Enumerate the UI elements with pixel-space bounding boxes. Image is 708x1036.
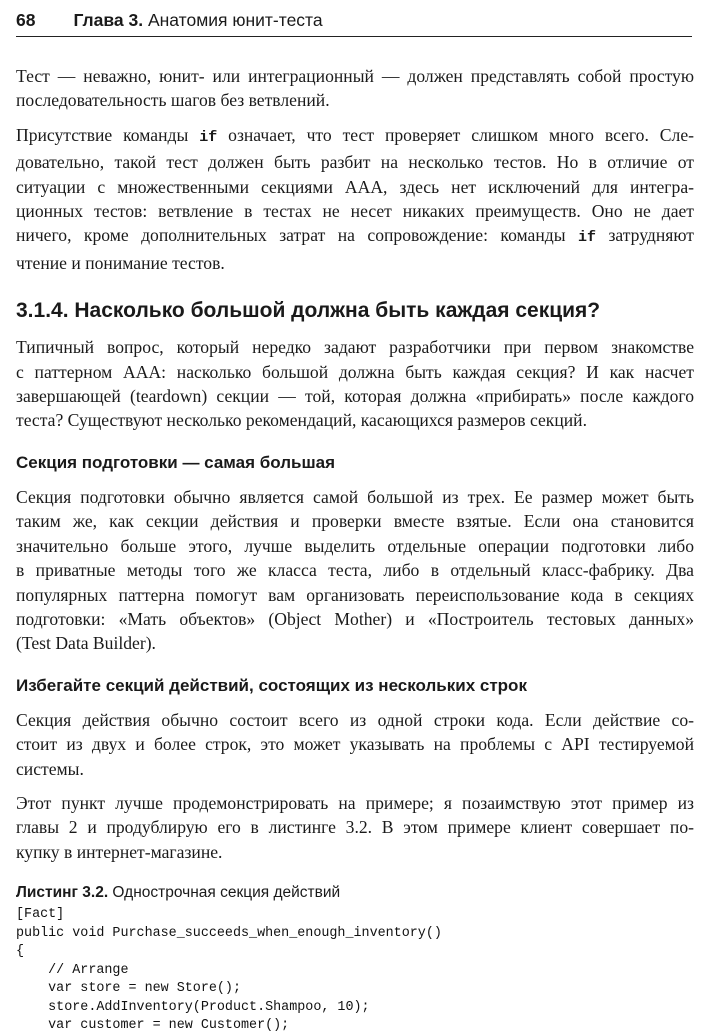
paragraph-section-intro — [16, 335, 694, 433]
paragraph-arrange — [16, 485, 694, 656]
subsection-heading-arrange: Секция подготовки — самая большая — [16, 452, 335, 472]
text-line: теста? Существуют несколько рекомендаций, касающихся размеров секций. — [16, 410, 587, 431]
text-line: в приватные методы того же класса теста, либо в отдельный класс-фабрику. Два — [16, 560, 694, 581]
listing-title: Однострочная секция действий — [108, 884, 341, 902]
text-line: Секция подготовки обычно является самой большой из трех. Ее размер может быть — [16, 486, 694, 507]
text-line: Типичный вопрос, который нередко задают разработчики при первом знакомстве — [16, 337, 694, 358]
listing-caption — [16, 882, 694, 904]
text-line: ничего, кроме дополнительных затрат на сопровождение: команды if затрудняют — [16, 225, 694, 247]
text-line: ситуации с множественными секциями AAA, здесь нет исключений для интегра- — [16, 176, 694, 197]
text-line: популярных паттерна помогут вам организовать переиспользование кода в секциях — [16, 584, 694, 605]
text-line: системы. — [16, 758, 84, 779]
page-content — [16, 64, 694, 1036]
paragraph-act — [16, 708, 694, 781]
text-line: Этот пункт лучше продемонстрировать на примере; я позаимствую этот пример из — [16, 792, 694, 813]
text-line: купку в интернет-магазине. — [16, 841, 223, 862]
text-line: стоит из двух и более строк, это может указывать на проблемы с API тестируемой — [16, 734, 694, 755]
paragraph-intro — [16, 64, 694, 113]
text-line: чтение и понимание тестов. — [16, 252, 225, 273]
text-line: (Test Data Builder). — [16, 633, 156, 654]
inline-code: if — [199, 128, 218, 146]
chapter-label: Глава 3. — [73, 10, 144, 30]
text-line: Присутствие команды if означает, что тест проверяет слишком много всего. Сле- — [16, 124, 694, 146]
code-listing: [Fact] public void Purchase_succeeds_when_enough_inventory() { // Arrange var store = new Store(); store.AddInventory(Product.Shampoo, 10); var customer = new Customer(); — [16, 907, 442, 1034]
section-heading: 3.1.4. Насколько большой должна быть каждая секция? — [16, 299, 601, 323]
text-line: Секция действия обычно состоит всего из одной строки кода. Если действие со- — [16, 709, 694, 730]
text-line: завершающей (teardown) секции — той, которая должна «прибирать» после каждого — [16, 386, 694, 407]
page-header — [16, 8, 692, 37]
text-line: ционных тестов: ветвление в тестах не несет никаких преимуществ. Оно не дает — [16, 201, 694, 222]
paragraph-if-command — [16, 123, 694, 275]
text-line: значительно больше этого, лучше выделить отдельные операции подготовки либо — [16, 535, 694, 556]
text-line: главы 2 и продублирую его в листинге 3.2. В этом примере клиент совершает по- — [16, 817, 694, 838]
page-number: 68 — [16, 10, 36, 30]
text-line: таким же, как секции действия и проверки вместе взятые. Если она становится — [16, 511, 694, 532]
listing-label: Листинг 3.2. — [16, 884, 109, 902]
text-line: довательно, такой тест должен быть разбит на несколько тестов. Но в отличие от — [16, 152, 694, 173]
subsection-heading-act: Избегайте секций действий, состоящих из нескольких строк — [16, 675, 527, 695]
paragraph-example — [16, 791, 694, 864]
text-line: подготовки: «Мать объектов» (Object Mother) и «Построитель тестовых данных» — [16, 608, 694, 629]
text-line: с паттерном AAA: насколько большой должна быть каждая секция? И как насчет — [16, 361, 694, 382]
chapter-title: Анатомия юнит-теста — [147, 10, 323, 30]
text-line: последовательность шагов без ветвлений. — [16, 90, 330, 111]
inline-code: if — [578, 229, 597, 247]
text-line: Тест — неважно, юнит- или интеграционный — должен представлять собой простую — [16, 66, 694, 86]
